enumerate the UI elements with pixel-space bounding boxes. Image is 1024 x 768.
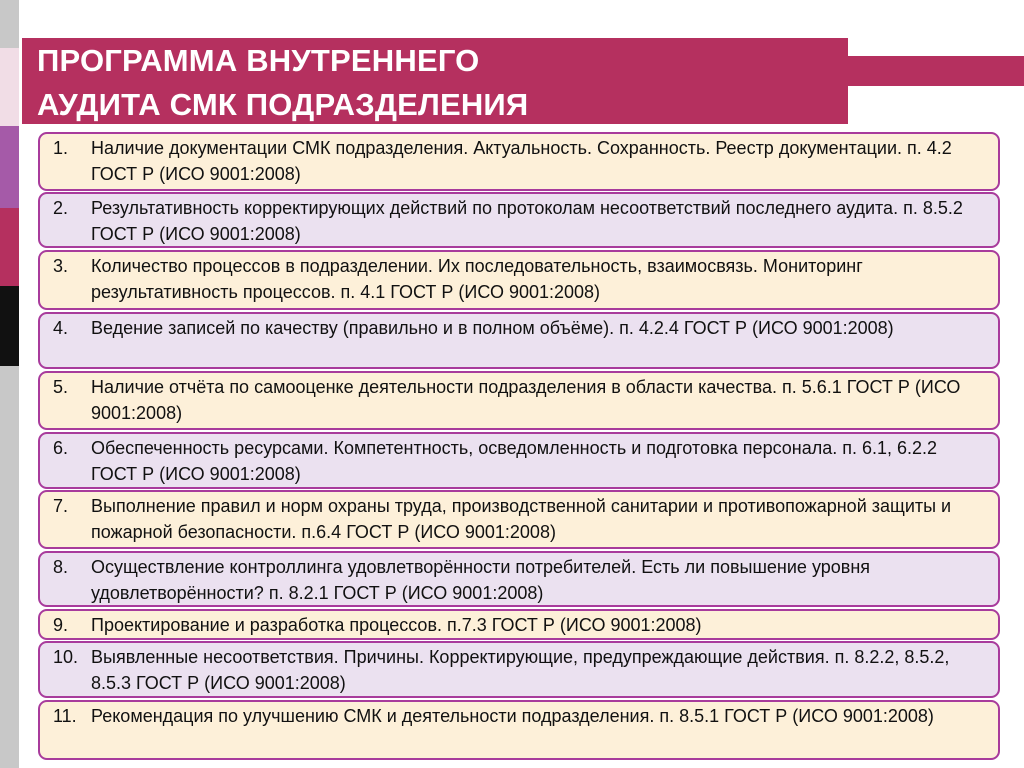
list-item-text: Наличие документации СМК подразделения. Актуальность. Сохранность. Реестр документации. п. 4.2 ГОСТ Р (ИСО 9001:2008) — [91, 138, 952, 184]
list-item-text: Наличие отчёта по самооценке деятельности подразделения в области качества. п. 5.6.1 ГОСТ Р (ИСО 9001:2008) — [91, 377, 961, 423]
decor-stripe-gray-top — [0, 0, 19, 48]
list-item — [38, 551, 1000, 607]
list-item — [38, 132, 1000, 191]
list-item — [38, 192, 1000, 248]
decor-stripe-black — [0, 286, 19, 366]
list-item-number: 3. — [53, 256, 69, 276]
list-item-number: 4. — [53, 318, 69, 338]
list-item-text: Результативность корректирующих действий по протоколам несоответствий последнего аудита. п. 8.5.2 ГОСТ Р (ИСО 9001:2008) — [91, 198, 963, 244]
decor-stripe-purple — [0, 126, 19, 208]
list-item-text: Количество процессов в подразделении. Их последовательность, взаимосвязь. Мониторинг результативность процессов. п. 4.1 ГОСТ Р (ИСО 9001:2008) — [91, 256, 863, 302]
list-item-text: Рекомендация по улучшению СМК и деятельности подразделения. п. 8.5.1 ГОСТ Р (ИСО 9001:2008) — [91, 706, 934, 726]
list-item — [38, 700, 1000, 760]
list-item-number: 5. — [53, 377, 69, 397]
list-item-text: Ведение записей по качеству (правильно и в полном объёме). п. 4.2.4 ГОСТ Р (ИСО 9001:2008) — [91, 318, 894, 338]
list-item-number: 11. — [53, 706, 77, 726]
decor-stripe-pink-light — [0, 48, 19, 126]
list-item — [38, 371, 1000, 430]
list-item — [38, 250, 1000, 310]
decor-stripe-gray-bottom — [0, 366, 19, 768]
list-item — [38, 312, 1000, 369]
list-item-text: Выполнение правил и норм охраны труда, производственной санитарии и противопожарной защиты и пожарной безопасности. п.6.4 ГОСТ Р (ИСО 9001:2008) — [91, 496, 952, 542]
list-item-text: Выявленные несоответствия. Причины. Корректирующие, предупреждающие действия. п. 8.2.2, 8.5.2, 8.5.3 ГОСТ Р (ИСО 9001:2008) — [91, 647, 950, 693]
list-item — [38, 609, 1000, 640]
page-title-line-2: АУДИТА СМК ПОДРАЗДЕЛЕНИЯ — [37, 87, 529, 122]
list-item-number: 6. — [53, 438, 69, 458]
list-item — [38, 490, 1000, 549]
list-item — [38, 641, 1000, 698]
page-title-line-1: ПРОГРАММА ВНУТРЕННЕГО — [37, 43, 480, 78]
title-band-extension — [848, 56, 1024, 86]
list-item-number: 9. — [53, 615, 69, 635]
list-item-number: 7. — [53, 496, 69, 516]
page-title — [37, 39, 528, 127]
list-item-text: Осуществление контроллинга удовлетворённости потребителей. Есть ли повышение уровня удовлетворённости? п. 8.2.1 ГОСТ Р (ИСО 9001:2008) — [91, 557, 871, 603]
list-item-number: 2. — [53, 198, 69, 218]
list-item-text: Обеспеченность ресурсами. Компетентность, осведомленность и подготовка персонала. п. 6.1, 6.2.2 ГОСТ Р (ИСО 9001:2008) — [91, 438, 938, 484]
list-item-text: Проектирование и разработка процессов. п.7.3 ГОСТ Р (ИСО 9001:2008) — [91, 615, 702, 635]
list-item-number: 1. — [53, 138, 69, 158]
decor-stripe-crimson — [0, 208, 19, 286]
list-item-number: 10. — [53, 647, 79, 667]
list-item-number: 8. — [53, 557, 69, 577]
list-item — [38, 432, 1000, 489]
